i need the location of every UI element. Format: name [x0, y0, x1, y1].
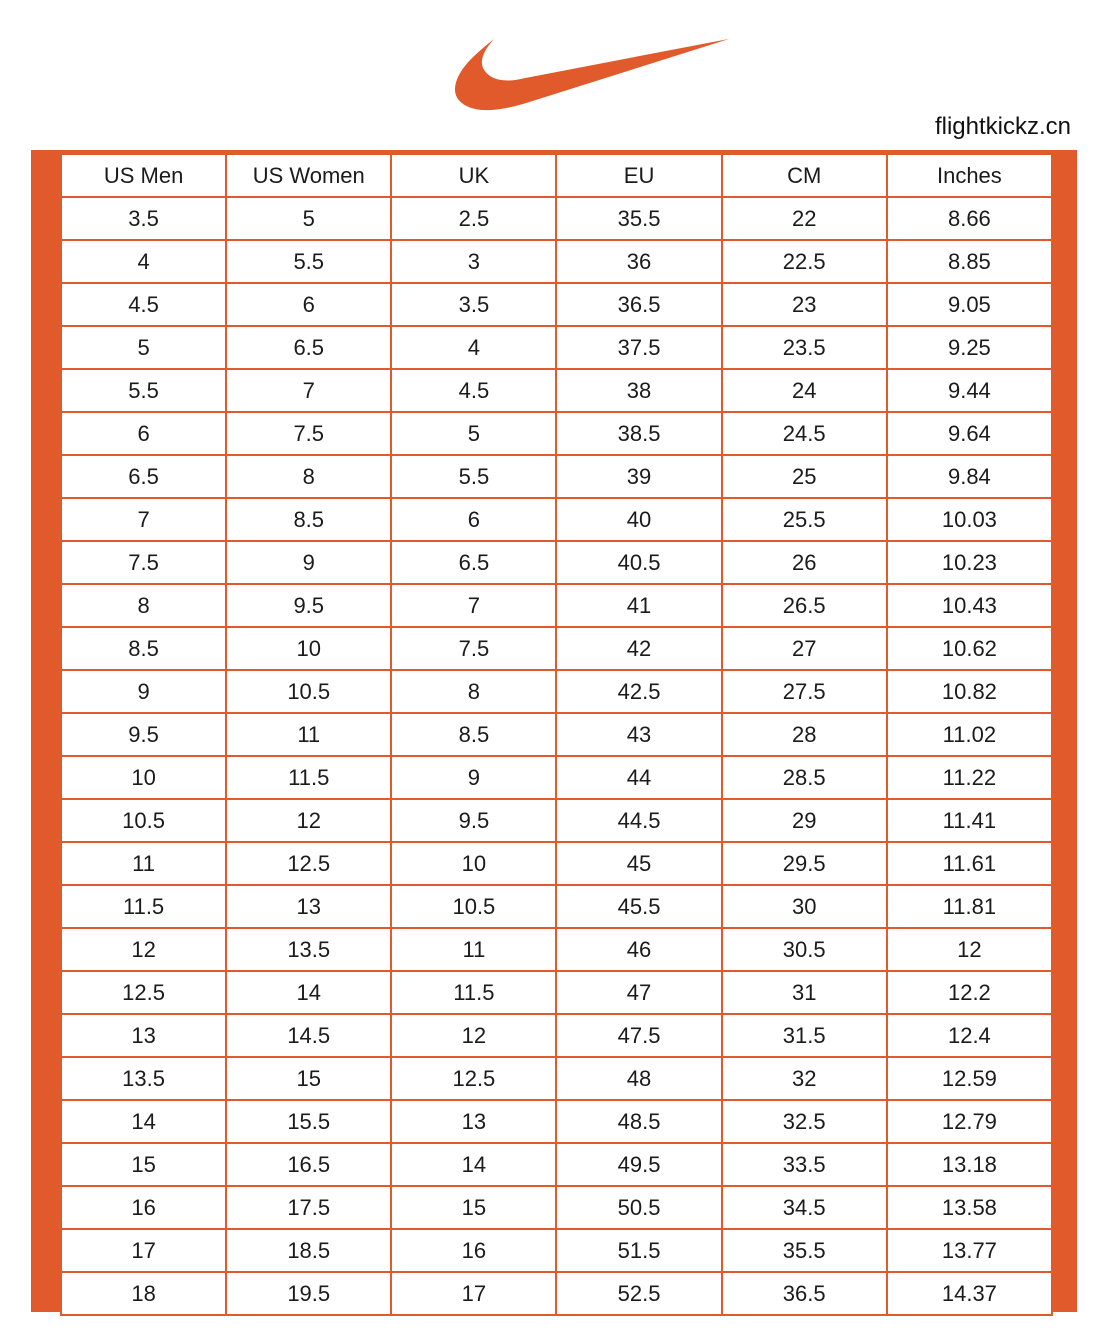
- table-cell: 36.5: [722, 1272, 887, 1315]
- table-cell: 13: [391, 1100, 556, 1143]
- table-cell: 4: [61, 240, 226, 283]
- table-cell: 14: [226, 971, 391, 1014]
- table-row: [61, 369, 1052, 412]
- table-cell: 10.62: [887, 627, 1052, 670]
- table-cell: 14.37: [887, 1272, 1052, 1315]
- table-cell: 39: [556, 455, 721, 498]
- table-cell: 27: [722, 627, 887, 670]
- table-cell: 16: [391, 1229, 556, 1272]
- table-cell: 9: [391, 756, 556, 799]
- table-cell: 11: [391, 928, 556, 971]
- table-cell: 24: [722, 369, 887, 412]
- table-cell: 7: [391, 584, 556, 627]
- table-row: [61, 885, 1052, 928]
- table-cell: 25.5: [722, 498, 887, 541]
- table-cell: 9.5: [391, 799, 556, 842]
- table-cell: 13: [61, 1014, 226, 1057]
- table-cell: 12.2: [887, 971, 1052, 1014]
- table-cell: 5: [226, 197, 391, 240]
- table-row: [61, 326, 1052, 369]
- table-cell: 13.58: [887, 1186, 1052, 1229]
- table-cell: 52.5: [556, 1272, 721, 1315]
- table-cell: 18: [61, 1272, 226, 1315]
- column-header: UK: [391, 154, 556, 197]
- table-row: [61, 627, 1052, 670]
- table-cell: 13.18: [887, 1143, 1052, 1186]
- table-cell: 12: [887, 928, 1052, 971]
- table-cell: 35.5: [556, 197, 721, 240]
- table-cell: 22: [722, 197, 887, 240]
- table-cell: 9.64: [887, 412, 1052, 455]
- size-table: [60, 153, 1053, 1316]
- column-header: US Women: [226, 154, 391, 197]
- table-row: [61, 498, 1052, 541]
- table-cell: 5: [61, 326, 226, 369]
- size-table-body: [61, 197, 1052, 1315]
- table-cell: 9.84: [887, 455, 1052, 498]
- table-row: [61, 1014, 1052, 1057]
- table-cell: 7: [61, 498, 226, 541]
- table-cell: 8.5: [391, 713, 556, 756]
- table-cell: 12.79: [887, 1100, 1052, 1143]
- table-cell: 40: [556, 498, 721, 541]
- table-cell: 44: [556, 756, 721, 799]
- table-cell: 37.5: [556, 326, 721, 369]
- table-cell: 10.23: [887, 541, 1052, 584]
- table-cell: 47: [556, 971, 721, 1014]
- table-cell: 7.5: [61, 541, 226, 584]
- table-cell: 3: [391, 240, 556, 283]
- table-row: [61, 455, 1052, 498]
- table-cell: 3.5: [61, 197, 226, 240]
- table-cell: 26.5: [722, 584, 887, 627]
- table-cell: 11.61: [887, 842, 1052, 885]
- table-row: [61, 541, 1052, 584]
- table-cell: 34.5: [722, 1186, 887, 1229]
- table-row: [61, 1143, 1052, 1186]
- table-cell: 3.5: [391, 283, 556, 326]
- table-cell: 46: [556, 928, 721, 971]
- table-cell: 14: [391, 1143, 556, 1186]
- table-cell: 11.5: [391, 971, 556, 1014]
- table-cell: 24.5: [722, 412, 887, 455]
- table-cell: 9: [61, 670, 226, 713]
- table-cell: 45: [556, 842, 721, 885]
- table-row: [61, 756, 1052, 799]
- table-cell: 12.5: [61, 971, 226, 1014]
- table-cell: 15: [391, 1186, 556, 1229]
- table-cell: 5.5: [226, 240, 391, 283]
- table-cell: 32.5: [722, 1100, 887, 1143]
- table-cell: 12.5: [226, 842, 391, 885]
- table-cell: 4.5: [391, 369, 556, 412]
- table-cell: 29.5: [722, 842, 887, 885]
- table-cell: 6.5: [226, 326, 391, 369]
- table-cell: 13.77: [887, 1229, 1052, 1272]
- table-cell: 40.5: [556, 541, 721, 584]
- table-cell: 10.82: [887, 670, 1052, 713]
- table-row: [61, 1272, 1052, 1315]
- table-row: [61, 240, 1052, 283]
- table-cell: 10: [61, 756, 226, 799]
- table-cell: 6: [226, 283, 391, 326]
- table-cell: 15: [226, 1057, 391, 1100]
- table-cell: 5.5: [391, 455, 556, 498]
- table-cell: 28: [722, 713, 887, 756]
- table-cell: 49.5: [556, 1143, 721, 1186]
- table-cell: 23.5: [722, 326, 887, 369]
- table-cell: 2.5: [391, 197, 556, 240]
- table-cell: 10.43: [887, 584, 1052, 627]
- table-cell: 48.5: [556, 1100, 721, 1143]
- table-row: [61, 971, 1052, 1014]
- table-cell: 6.5: [61, 455, 226, 498]
- table-row: [61, 1229, 1052, 1272]
- table-cell: 13: [226, 885, 391, 928]
- table-cell: 11.41: [887, 799, 1052, 842]
- table-cell: 9.25: [887, 326, 1052, 369]
- table-cell: 36: [556, 240, 721, 283]
- table-cell: 18.5: [226, 1229, 391, 1272]
- table-cell: 15.5: [226, 1100, 391, 1143]
- table-cell: 9: [226, 541, 391, 584]
- table-cell: 36.5: [556, 283, 721, 326]
- table-cell: 13.5: [226, 928, 391, 971]
- table-cell: 8.5: [61, 627, 226, 670]
- table-cell: 11.81: [887, 885, 1052, 928]
- left-accent-bar: [34, 153, 60, 1309]
- table-row: [61, 713, 1052, 756]
- table-cell: 14: [61, 1100, 226, 1143]
- table-cell: 5.5: [61, 369, 226, 412]
- table-cell: 11.22: [887, 756, 1052, 799]
- table-cell: 48: [556, 1057, 721, 1100]
- table-cell: 30: [722, 885, 887, 928]
- table-row: [61, 197, 1052, 240]
- table-cell: 5: [391, 412, 556, 455]
- table-cell: 8.5: [226, 498, 391, 541]
- table-cell: 8: [61, 584, 226, 627]
- table-row: [61, 1100, 1052, 1143]
- table-cell: 45.5: [556, 885, 721, 928]
- table-cell: 10.03: [887, 498, 1052, 541]
- table-cell: 16: [61, 1186, 226, 1229]
- table-cell: 12.4: [887, 1014, 1052, 1057]
- table-cell: 27.5: [722, 670, 887, 713]
- table-row: [61, 799, 1052, 842]
- table-cell: 51.5: [556, 1229, 721, 1272]
- table-cell: 16.5: [226, 1143, 391, 1186]
- table-cell: 13.5: [61, 1057, 226, 1100]
- nike-swoosh-icon: [455, 27, 731, 122]
- right-accent-bar: [1053, 153, 1074, 1309]
- column-header: CM: [722, 154, 887, 197]
- table-cell: 10: [391, 842, 556, 885]
- table-cell: 7.5: [391, 627, 556, 670]
- table-row: [61, 928, 1052, 971]
- table-cell: 11: [61, 842, 226, 885]
- table-cell: 10.5: [226, 670, 391, 713]
- table-cell: 19.5: [226, 1272, 391, 1315]
- table-cell: 44.5: [556, 799, 721, 842]
- table-cell: 14.5: [226, 1014, 391, 1057]
- table-cell: 12: [391, 1014, 556, 1057]
- table-cell: 9.44: [887, 369, 1052, 412]
- column-header: Inches: [887, 154, 1052, 197]
- table-cell: 12: [61, 928, 226, 971]
- table-cell: 43: [556, 713, 721, 756]
- table-cell: 42.5: [556, 670, 721, 713]
- table-cell: 6: [61, 412, 226, 455]
- table-cell: 26: [722, 541, 887, 584]
- table-cell: 12: [226, 799, 391, 842]
- table-cell: 12.5: [391, 1057, 556, 1100]
- table-cell: 8.66: [887, 197, 1052, 240]
- table-cell: 6.5: [391, 541, 556, 584]
- table-cell: 17.5: [226, 1186, 391, 1229]
- table-cell: 31: [722, 971, 887, 1014]
- table-cell: 47.5: [556, 1014, 721, 1057]
- table-row: [61, 1186, 1052, 1229]
- table-cell: 41: [556, 584, 721, 627]
- size-table-head: [61, 154, 1052, 197]
- table-row: [61, 283, 1052, 326]
- table-cell: 8.85: [887, 240, 1052, 283]
- table-cell: 10.5: [61, 799, 226, 842]
- table-cell: 8: [226, 455, 391, 498]
- table-cell: 42: [556, 627, 721, 670]
- table-cell: 10.5: [391, 885, 556, 928]
- table-cell: 22.5: [722, 240, 887, 283]
- table-cell: 12.59: [887, 1057, 1052, 1100]
- table-cell: 4.5: [61, 283, 226, 326]
- table-cell: 50.5: [556, 1186, 721, 1229]
- table-cell: 28.5: [722, 756, 887, 799]
- size-chart-frame: [31, 150, 1077, 1312]
- table-cell: 11.02: [887, 713, 1052, 756]
- table-cell: 17: [391, 1272, 556, 1315]
- table-cell: 9.5: [61, 713, 226, 756]
- table-cell: 4: [391, 326, 556, 369]
- table-cell: 7.5: [226, 412, 391, 455]
- header-row: [61, 154, 1052, 197]
- table-cell: 17: [61, 1229, 226, 1272]
- table-cell: 30.5: [722, 928, 887, 971]
- table-row: [61, 412, 1052, 455]
- table-cell: 25: [722, 455, 887, 498]
- table-cell: 9.5: [226, 584, 391, 627]
- table-row: [61, 584, 1052, 627]
- table-cell: 7: [226, 369, 391, 412]
- table-cell: 38: [556, 369, 721, 412]
- table-cell: 35.5: [722, 1229, 887, 1272]
- table-cell: 10: [226, 627, 391, 670]
- table-cell: 32: [722, 1057, 887, 1100]
- table-cell: 6: [391, 498, 556, 541]
- table-row: [61, 1057, 1052, 1100]
- table-cell: 15: [61, 1143, 226, 1186]
- column-header: US Men: [61, 154, 226, 197]
- table-cell: 29: [722, 799, 887, 842]
- table-cell: 8: [391, 670, 556, 713]
- table-cell: 38.5: [556, 412, 721, 455]
- table-cell: 31.5: [722, 1014, 887, 1057]
- site-watermark: flightkickz.cn: [934, 113, 1071, 140]
- table-row: [61, 670, 1052, 713]
- table-cell: 33.5: [722, 1143, 887, 1186]
- logo-row: [0, 27, 1100, 122]
- column-header: EU: [556, 154, 721, 197]
- table-cell: 23: [722, 283, 887, 326]
- table-row: [61, 842, 1052, 885]
- table-cell: 9.05: [887, 283, 1052, 326]
- table-cell: 11: [226, 713, 391, 756]
- table-cell: 11.5: [61, 885, 226, 928]
- table-cell: 11.5: [226, 756, 391, 799]
